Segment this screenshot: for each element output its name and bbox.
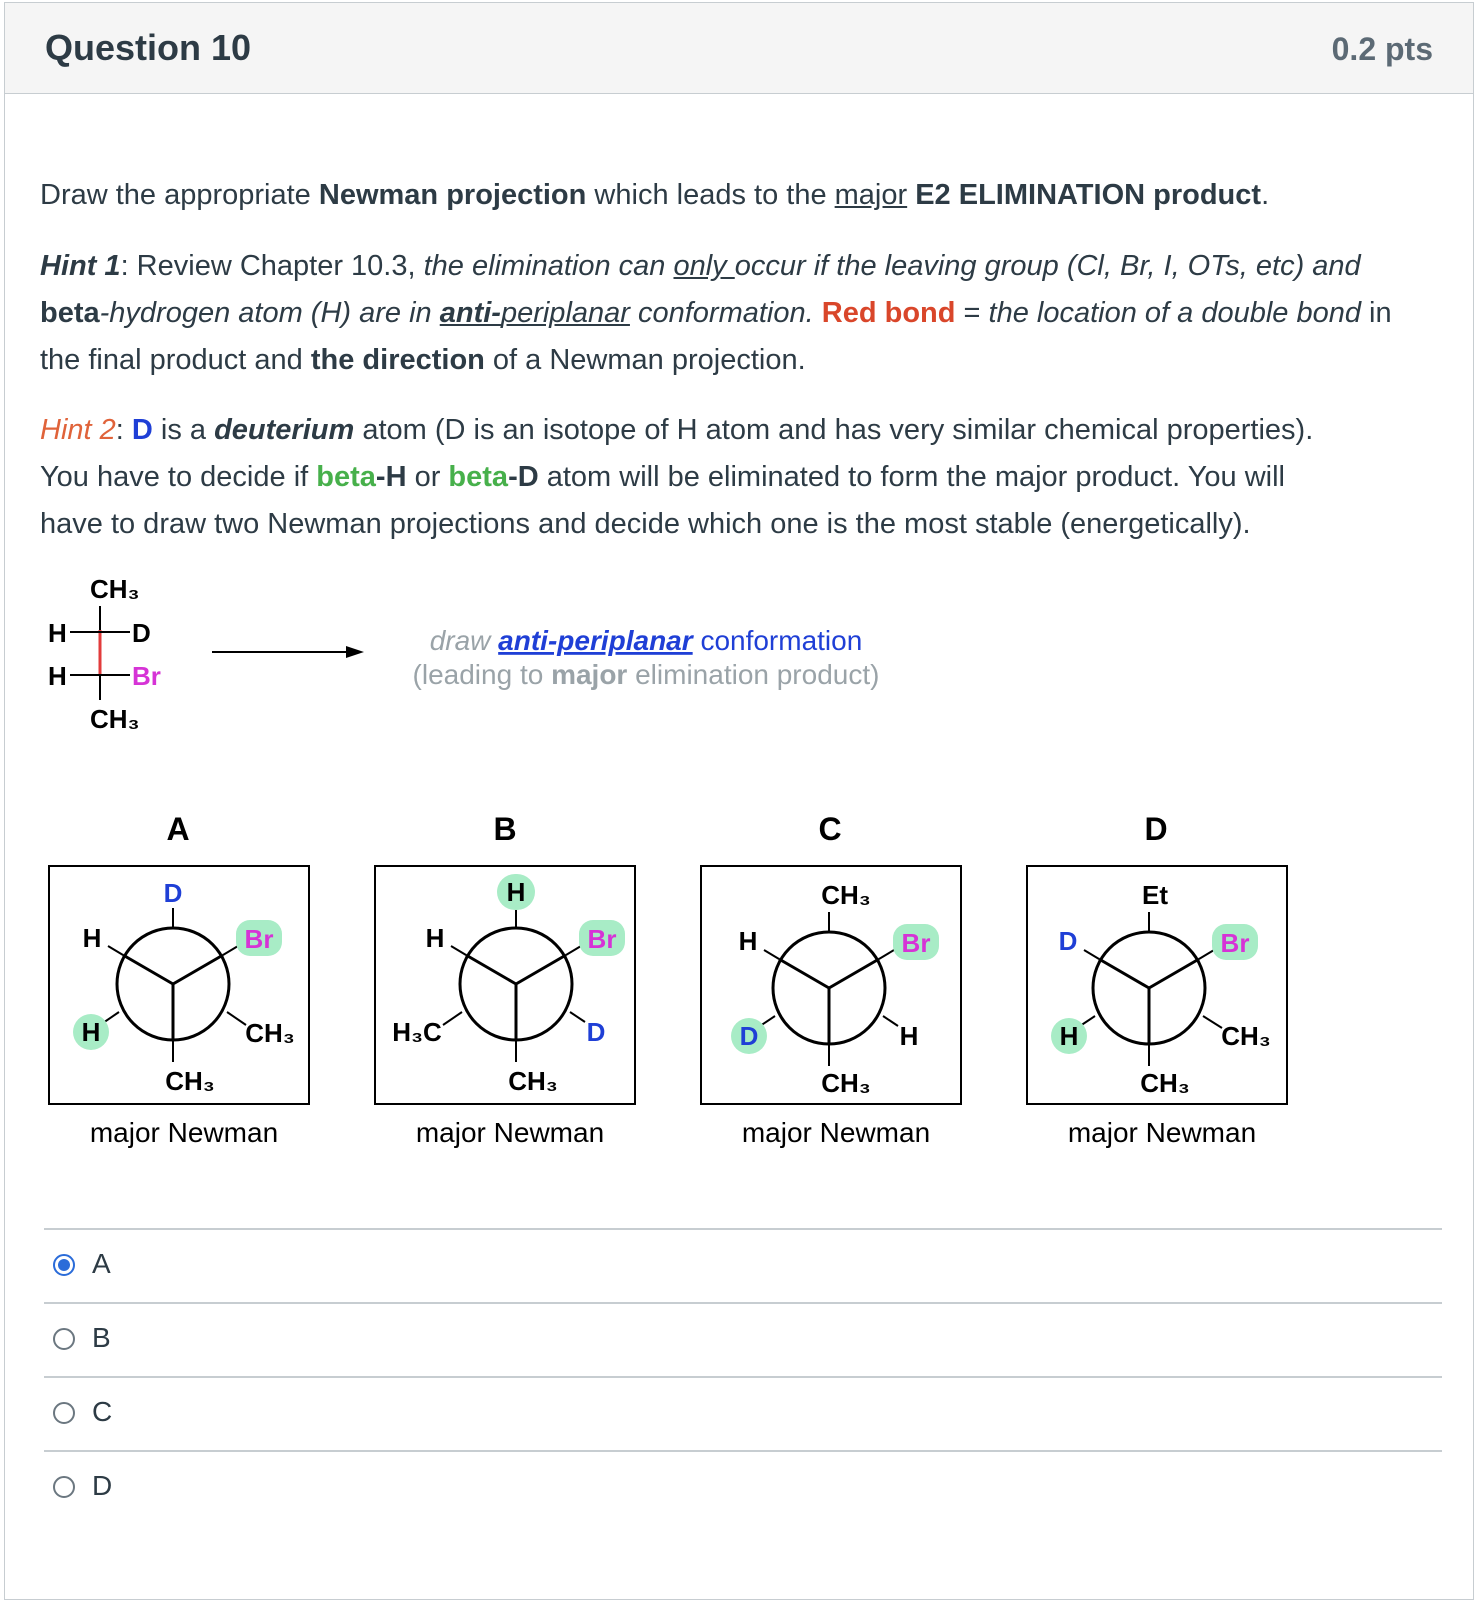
question-points: 0.2 pts <box>1331 31 1433 67</box>
sub-right-down: D <box>586 1017 606 1047</box>
sub-top: CH₃ <box>821 880 871 910</box>
newman-option-a <box>49 811 309 1148</box>
choice-label: B <box>92 1322 111 1353</box>
fischer-scheme <box>0 560 1000 760</box>
sub-left-up: H <box>82 923 102 953</box>
sub-left-up: D <box>1058 926 1078 956</box>
answer-choice-d[interactable] <box>44 1452 1442 1524</box>
sub-bottom: CH₃ <box>165 1066 215 1096</box>
option-caption: major Newman <box>415 1117 605 1148</box>
sub-right-up: Br <box>587 924 617 954</box>
sub-right-up: Br <box>244 924 274 954</box>
option-letter: C <box>818 811 842 847</box>
newman-option-c <box>701 811 961 1148</box>
newman-option-d <box>1027 811 1287 1148</box>
fischer-left1: H <box>48 618 67 648</box>
fischer-right2: Br <box>132 661 161 691</box>
radio-button[interactable] <box>53 1402 75 1424</box>
answer-choice-b[interactable] <box>44 1304 1442 1376</box>
sub-bottom: CH₃ <box>508 1066 558 1096</box>
choice-label: D <box>92 1470 113 1501</box>
sub-left-up: H <box>425 923 445 953</box>
sub-right-down: CH₃ <box>1221 1021 1271 1051</box>
answer-choice-a[interactable] <box>44 1230 1442 1302</box>
arrow-caption-line1: draw anti-periplanar conformation <box>429 625 863 656</box>
question-title: Question 10 <box>45 27 252 68</box>
option-letter: D <box>1144 811 1168 847</box>
newman-option-b <box>375 811 635 1148</box>
question-header <box>5 3 1473 94</box>
sub-left-down: H <box>1059 1021 1079 1051</box>
prompt-paragraph: Draw the appropriate Newman projection which leads to the major E2 ELIMINATION product. <box>40 179 1270 211</box>
option-letter: A <box>166 811 190 847</box>
sub-right-up: Br <box>901 928 931 958</box>
sub-right-up: Br <box>1220 928 1250 958</box>
arrow-caption-line2: (leading to major elimination product) <box>412 659 880 690</box>
sub-bottom: CH₃ <box>1140 1068 1190 1098</box>
option-caption: major Newman <box>741 1117 931 1148</box>
option-caption: major Newman <box>89 1117 279 1148</box>
radio-button[interactable] <box>53 1476 75 1498</box>
sub-left-up: H <box>738 926 758 956</box>
sub-top: D <box>163 878 183 908</box>
sub-top: Et <box>1142 880 1168 910</box>
fischer-bottom-label: CH₃ <box>90 704 140 734</box>
sub-right-down: H <box>899 1021 919 1051</box>
sub-left-down: D <box>739 1021 759 1051</box>
newman-options <box>0 800 1476 1170</box>
choice-label: A <box>92 1248 111 1279</box>
answer-choice-c[interactable] <box>44 1378 1442 1450</box>
radio-button[interactable] <box>53 1328 75 1350</box>
fischer-top-label: CH₃ <box>90 574 140 604</box>
sub-top: H <box>506 877 526 907</box>
sub-left-down: H₃C <box>392 1017 442 1047</box>
fischer-right1: D <box>132 618 151 648</box>
sub-right-down: CH₃ <box>245 1018 295 1048</box>
radio-button-selected[interactable] <box>53 1254 75 1276</box>
fischer-left2: H <box>48 661 67 691</box>
sub-left-down: H <box>81 1017 101 1047</box>
choice-label: C <box>92 1396 113 1427</box>
hint-2: Hint 2: D is a deuterium atom (D is an isotope of H atom and has very similar chemical properties). You have to decide if beta-H or beta-D atom will be eliminated to form the major product. You will have to draw two Newman projections and decide which one is the most stable (energetically). <box>40 414 1314 540</box>
option-letter: B <box>493 811 517 847</box>
hint-1: Hint 1: Review Chapter 10.3, the elimination can only occur if the leaving group (Cl, Br, I, OTs, etc) and beta-hydrogen atom (H) are in anti-periplanar conformation. Red bond = the location of a double bond in the final product and the direction of a Newman projection. <box>40 250 1392 376</box>
option-caption: major Newman <box>1067 1117 1257 1148</box>
sub-bottom: CH₃ <box>821 1068 871 1098</box>
